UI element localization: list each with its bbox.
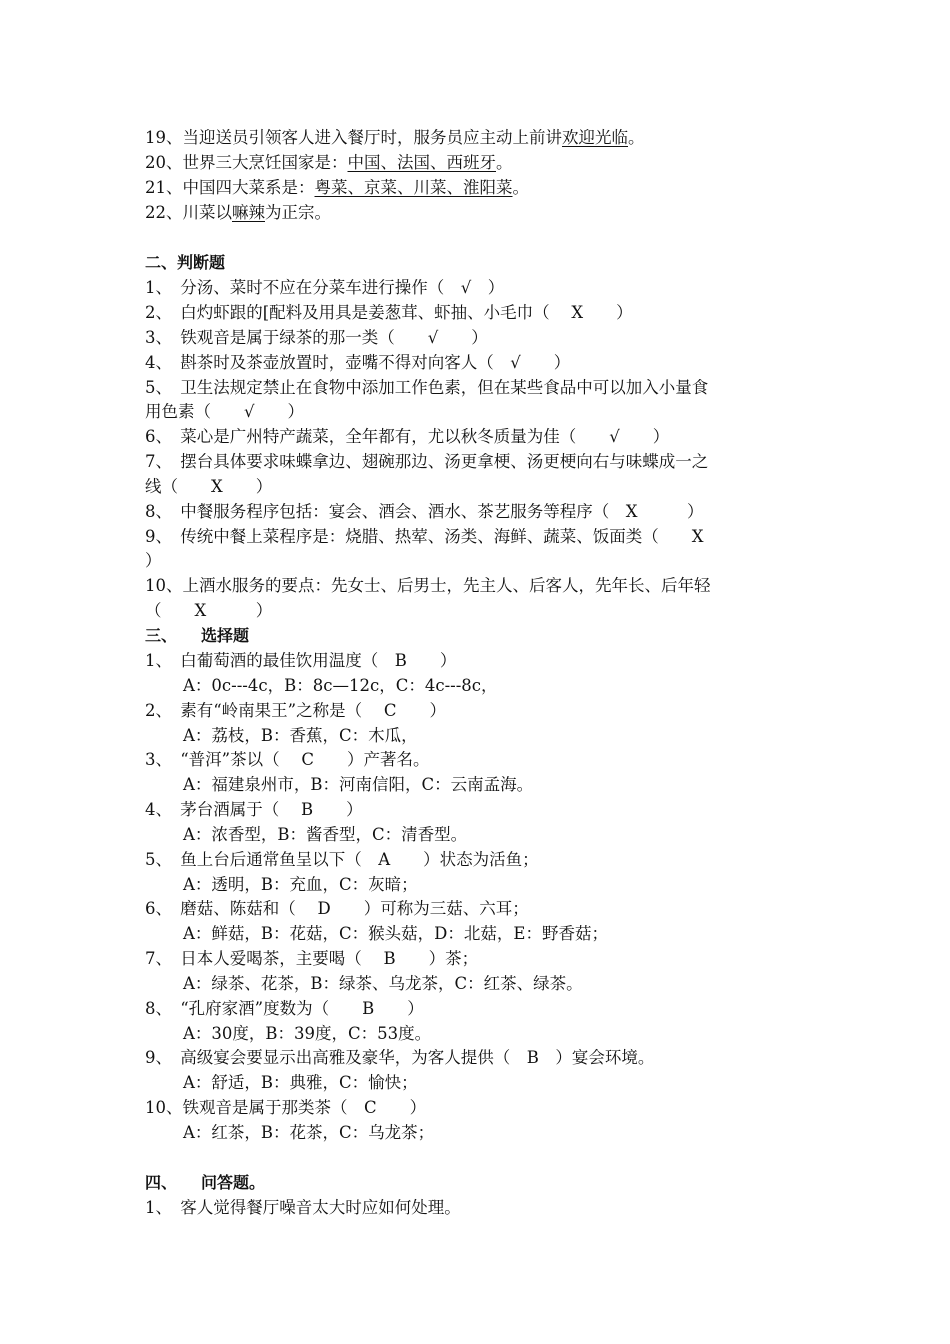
judgement-item-continued: ） xyxy=(145,551,162,570)
judgement-item: 9、 传统中餐上菜程序是：烧腊、热荤、汤类、海鲜、蔬菜、饭面类（ X xyxy=(145,527,704,546)
choice-options: A：舒适，B：典雅，C：愉快； xyxy=(183,1073,418,1092)
judgement-item: 10、上酒水服务的要点：先女士、后男士，先主人、后客人，先年长、后年轻 xyxy=(145,576,711,595)
question-text: 22、川菜以 xyxy=(145,203,232,222)
choice-options: A：福建泉州市，B：河南信阳，C：云南孟海。 xyxy=(183,775,534,794)
judgement-item: 7、 摆台具体要求味蝶拿边、翅碗那边、汤更拿梗、汤更梗向右与味蝶成一之 xyxy=(145,452,709,471)
question-end: 为正宗。 xyxy=(265,203,331,222)
choice-question: 2、 素有“岭南果王”之称是（ C ） xyxy=(145,701,446,720)
judgement-item: 6、 菜心是广州特产蔬菜，全年都有，尤以秋冬质量为佳（ √ ） xyxy=(145,427,670,446)
underlined-answer: 嘛辣 xyxy=(232,203,265,222)
section-title-qa: 四、 问答题。 xyxy=(145,1173,266,1192)
choice-options: A：红茶，B：花茶，C：乌龙茶； xyxy=(183,1123,435,1142)
question-end: 。 xyxy=(496,153,513,172)
choice-options: A：透明，B：充血，C：灰暗； xyxy=(183,875,418,894)
judgement-item: 1、 分汤、菜时不应在分菜车进行操作（ √ ） xyxy=(145,278,505,297)
section-title-judgement: 二、判断题 xyxy=(145,253,226,272)
fill-in-q20 xyxy=(145,152,815,174)
question-text: 20、世界三大烹饪国家是： xyxy=(145,153,348,172)
choice-question: 3、 “普洱”茶以（ C ）产著名。 xyxy=(145,750,430,769)
choice-question: 4、 茅台酒属于（ B ） xyxy=(145,800,363,819)
judgement-item-continued: 线（ X ） xyxy=(145,477,273,496)
question-text: 21、中国四大菜系是： xyxy=(145,178,315,197)
judgement-item: 3、 铁观音是属于绿茶的那一类（ √ ） xyxy=(145,328,488,347)
judgement-item: 8、 中餐服务程序包括：宴会、酒会、酒水、茶艺服务等程序（ X ） xyxy=(145,502,704,521)
fill-in-q22 xyxy=(145,202,815,224)
choice-options: A：0c---4c，B：8c—12c，C：4c---8c， xyxy=(183,676,498,695)
choice-options: A：浓香型，B：酱香型，C：清香型。 xyxy=(183,825,468,844)
underlined-answer: 粤菜、京菜、川菜、淮阳菜 xyxy=(314,178,513,197)
choice-options: A：绿茶、花茶，B：绿茶、乌龙茶，C：红茶、绿茶。 xyxy=(183,974,583,993)
choice-question: 1、 白葡萄酒的最佳饮用温度（ B ） xyxy=(145,651,457,670)
section-title-choice: 三、 选择题 xyxy=(145,626,250,645)
judgement-item-continued: 用色素（ √ ） xyxy=(145,402,305,421)
question-end: 。 xyxy=(628,128,645,147)
underlined-answer: 欢迎光临 xyxy=(562,128,628,147)
fill-in-q19 xyxy=(145,127,815,149)
question-end: 。 xyxy=(512,178,529,197)
choice-question: 5、 鱼上台后通常鱼呈以下（ A ）状态为活鱼； xyxy=(145,850,539,869)
fill-in-q21 xyxy=(145,177,815,199)
choice-question: 6、 磨菇、陈菇和（ D ）可称为三菇、六耳； xyxy=(145,899,529,918)
choice-question: 10、铁观音是属于那类茶（ C ） xyxy=(145,1098,427,1117)
choice-options: A：30度，B：39度，C：53度。 xyxy=(183,1024,432,1043)
judgement-item: 2、 白灼虾跟的[配料及用具是姜葱茸、虾抽、小毛巾（ X ） xyxy=(145,303,633,322)
judgement-item: 5、 卫生法规定禁止在食物中添加工作色素，但在某些食品中可以加入小量食 xyxy=(145,378,709,397)
choice-options: A：荔枝，B：香蕉，C：木瓜， xyxy=(183,726,418,745)
choice-question: 8、 “孔府家酒”度数为（ B ） xyxy=(145,999,424,1018)
choice-question: 9、 高级宴会要显示出高雅及豪华，为客人提供（ B ）宴会环境。 xyxy=(145,1048,655,1067)
choice-question: 7、 日本人爱喝茶，主要喝（ B ）茶； xyxy=(145,949,479,968)
judgement-item-continued: （ X ） xyxy=(145,601,273,620)
qa-question: 1、 客人觉得餐厅噪音太大时应如何处理。 xyxy=(145,1198,461,1217)
judgement-item: 4、 斟茶时及茶壶放置时，壶嘴不得对向客人（ √ ） xyxy=(145,353,571,372)
question-text: 19、当迎送员引领客人进入餐厅时，服务员应主动上前讲 xyxy=(145,128,562,147)
underlined-answer: 中国、法国、西班牙 xyxy=(347,153,496,172)
choice-options: A：鲜菇，B：花菇，C：猴头菇，D：北菇，E：野香菇； xyxy=(183,924,608,943)
